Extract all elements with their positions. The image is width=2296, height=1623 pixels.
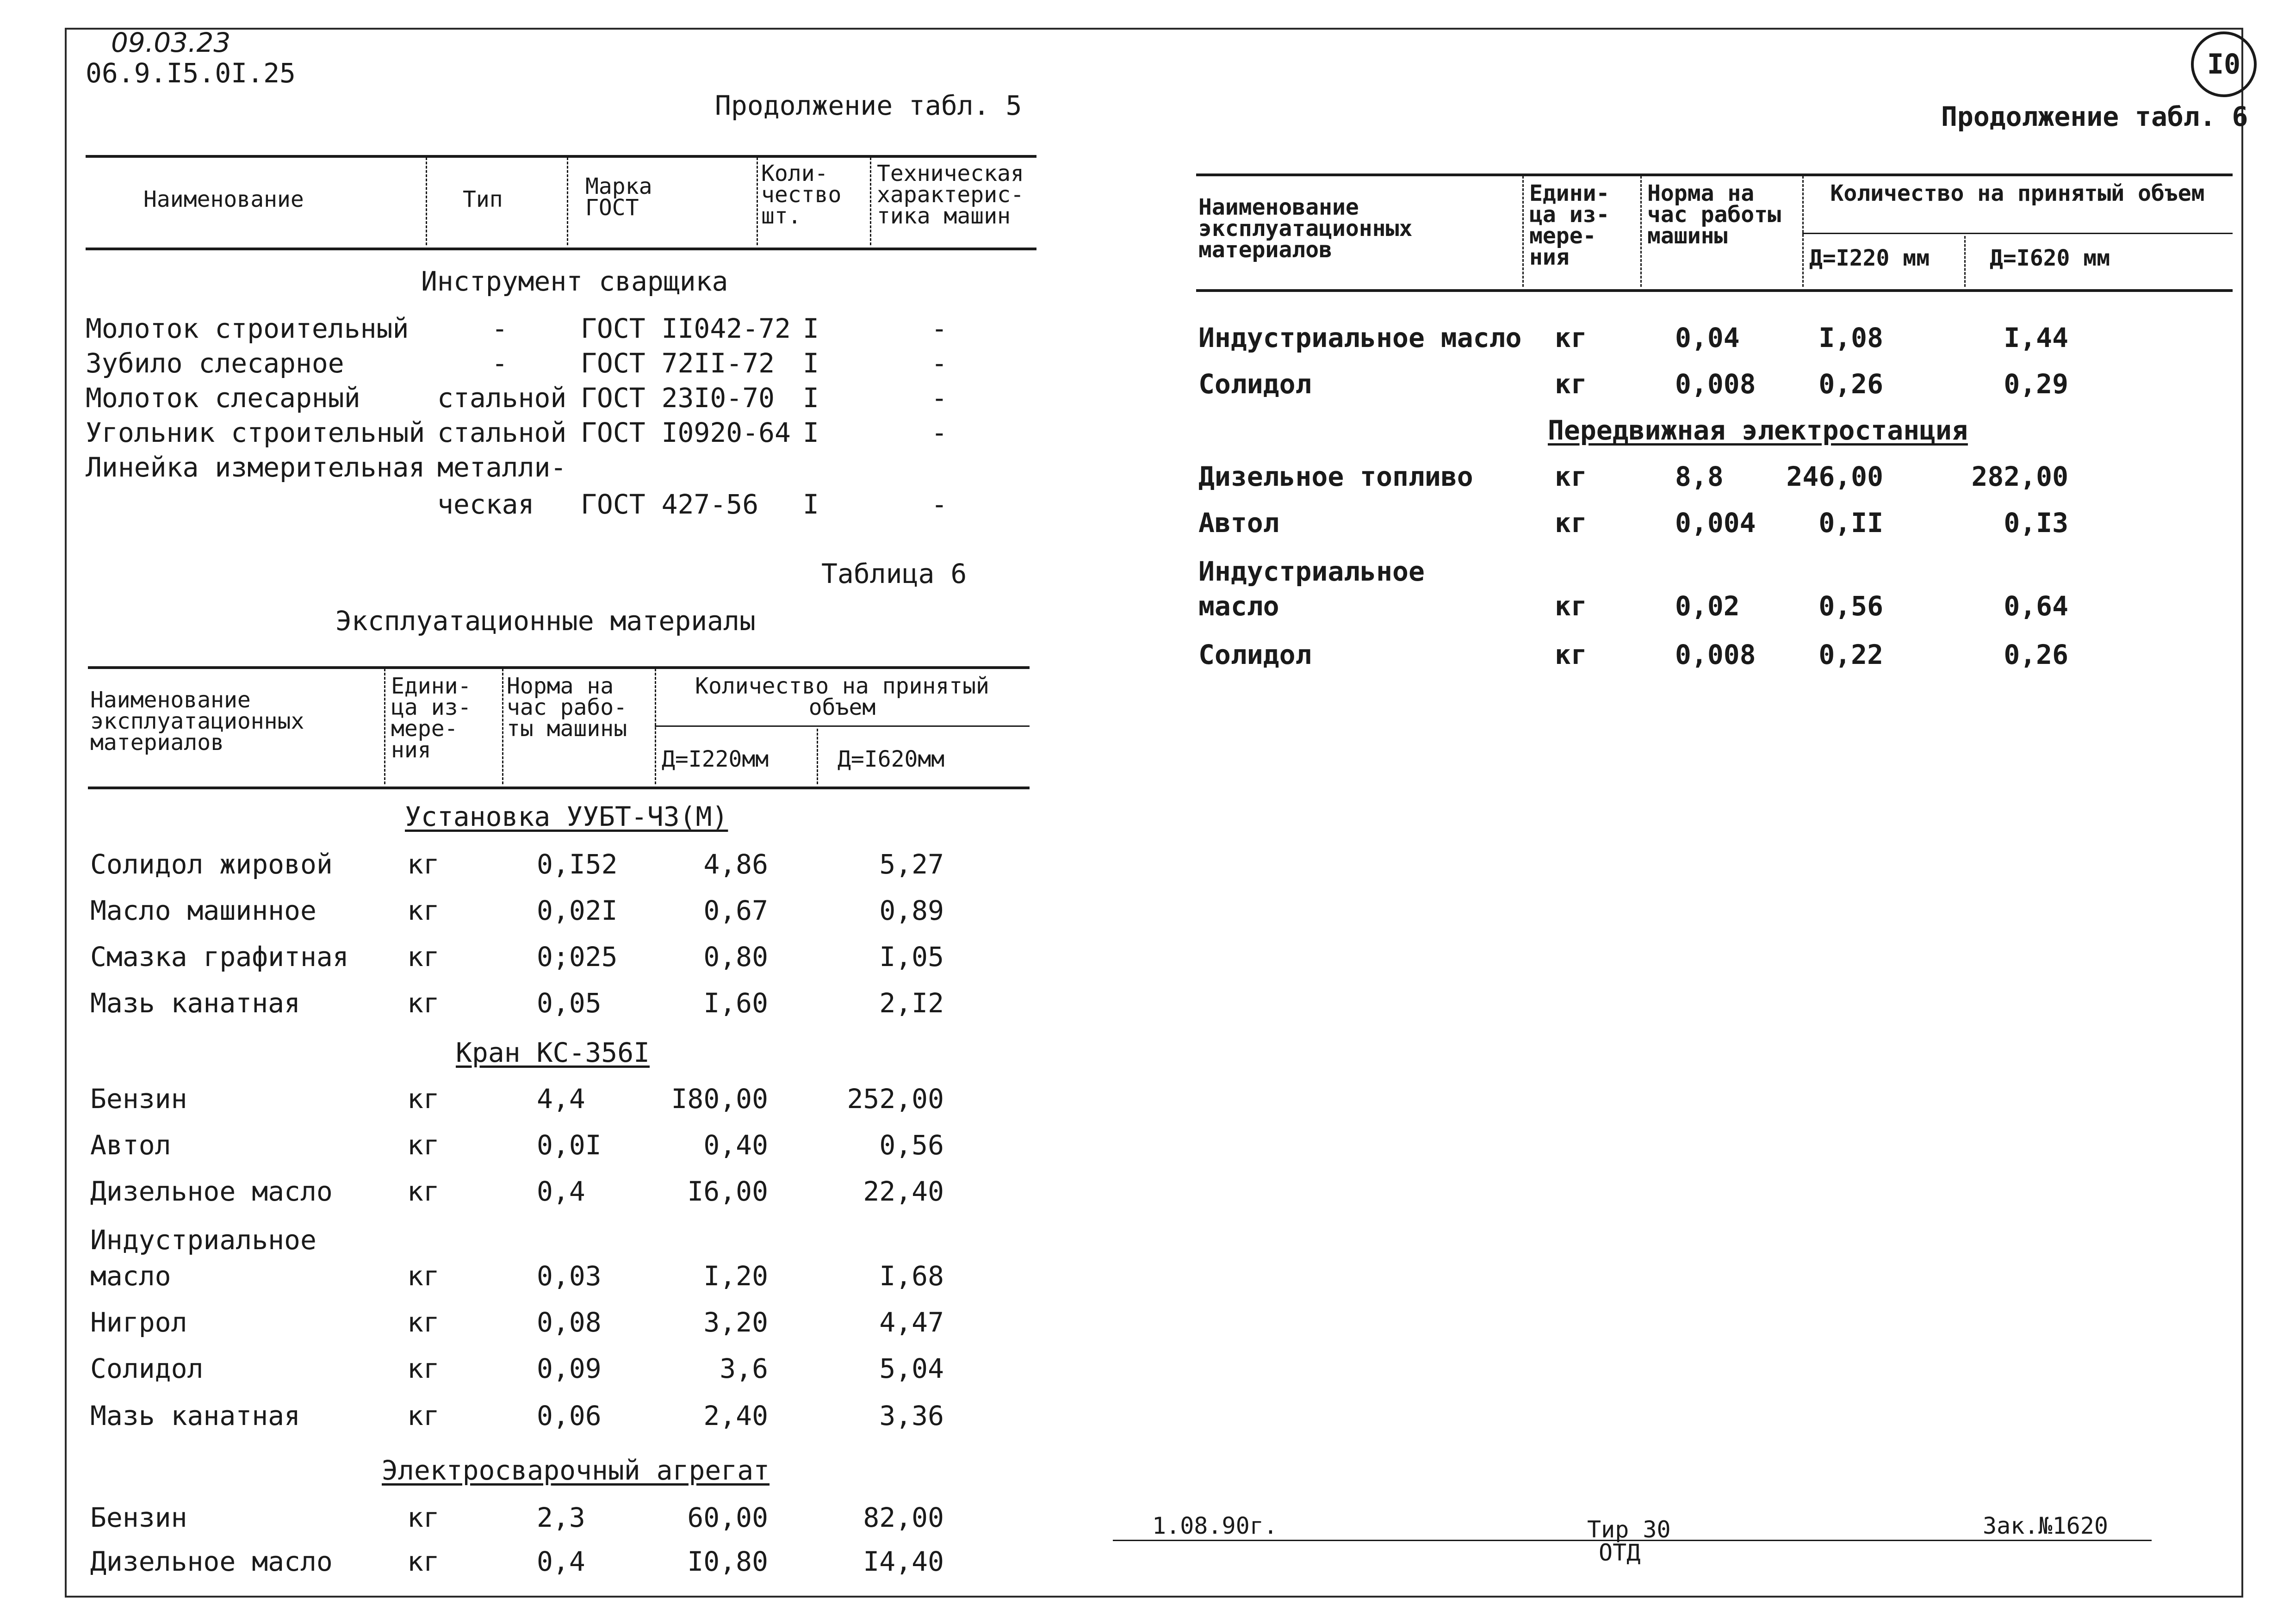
- t6L-row-unit: кг: [407, 1129, 440, 1161]
- t6R-row-norm: 0,04: [1675, 322, 1740, 353]
- t5-header-name: Наименование: [143, 186, 304, 212]
- t5-row-name: Линейка измерительная: [86, 452, 425, 483]
- t6L-col-divider: [817, 729, 818, 784]
- t6L-row-d1: 60,00: [687, 1502, 768, 1533]
- t6L-row-unit: кг: [407, 1502, 440, 1533]
- t5-row-qty: I: [803, 382, 819, 414]
- t6L-row-name: Смазка графитная: [90, 941, 349, 973]
- t6R-row-d2: 0,I3: [2004, 507, 2068, 539]
- t5-row-name: Зубило слесарное: [86, 347, 344, 379]
- t6L-row-unit: кг: [407, 1353, 440, 1384]
- t6L-row-d2: 22,40: [863, 1176, 944, 1207]
- t6L-header-name: Наименование эксплуатационных материалов: [90, 687, 304, 756]
- right-continuation-label: Продолжение табл. 6: [1941, 101, 2248, 132]
- t6L-row-d1: 3,20: [703, 1307, 768, 1338]
- t6R-row-unit: кг: [1555, 639, 1587, 670]
- t6L-header-d2: Д=I620мм: [838, 746, 945, 772]
- t6L-row-name: Нигрол: [90, 1307, 187, 1338]
- t6R-row-name: Солидол: [1198, 639, 1312, 670]
- t5-row-tech: -: [931, 382, 948, 414]
- t6L-row-norm: 0,08: [537, 1307, 602, 1338]
- t5-row-gost: ГОСТ 72II-72: [581, 347, 775, 379]
- t6L-row-norm: 0;025: [537, 941, 618, 973]
- t6L-section-title: Кран КС-356I: [456, 1037, 650, 1068]
- t6L-header-norm: Норма на час рабо-ты машины: [507, 673, 627, 742]
- t5-header-type: Тип: [463, 186, 503, 212]
- t5-row-gost: ГОСТ 23I0-70: [581, 382, 775, 414]
- t6R-row-d2: 0,64: [2004, 590, 2068, 622]
- t6L-row-norm: 0,09: [537, 1353, 602, 1384]
- t6R-row-norm: 0,008: [1675, 639, 1756, 670]
- t6R-row-unit: кг: [1555, 507, 1587, 539]
- t6R-row-name: Дизельное топливо: [1198, 461, 1473, 492]
- t6L-row-d2: 0,89: [879, 895, 944, 926]
- t6L-row-name: Бензин: [90, 1502, 187, 1533]
- t5-row-qty: I: [803, 347, 819, 379]
- t6R-row-d2: 0,26: [2004, 639, 2068, 670]
- t6R-row-name: Индустриальное: [1198, 556, 1425, 587]
- t5-row-type: стальной: [437, 417, 567, 448]
- t5-row-name: Молоток слесарный: [86, 382, 360, 414]
- t6R-row-norm: 0,02: [1675, 590, 1740, 622]
- t6L-row-unit: кг: [407, 1400, 440, 1431]
- t6R-row-name: Солидол: [1198, 368, 1312, 400]
- t6L-row-unit: кг: [407, 1546, 440, 1577]
- t6R-top-rule: [1196, 173, 2233, 176]
- t5-row-tech: -: [931, 347, 948, 379]
- t6L-row-norm: 0,02I: [537, 895, 618, 926]
- t6L-row-d2: 5,27: [879, 849, 944, 880]
- t5-col-divider: [567, 157, 568, 245]
- t5-section-title: Инструмент сварщика: [421, 266, 728, 297]
- t6R-row-unit: кг: [1555, 368, 1587, 400]
- t6L-row-norm: 4,4: [537, 1083, 585, 1115]
- t6L-row-d2: I4,40: [863, 1546, 944, 1577]
- t6R-row-d1: 0,II: [1818, 507, 1883, 539]
- t5-row-type: -: [491, 313, 508, 344]
- t6L-row-d1: 3,6: [720, 1353, 768, 1384]
- t5-col-divider: [426, 157, 427, 245]
- t6L-head-rule: [88, 787, 1030, 789]
- t6R-row-name: масло: [1198, 590, 1279, 622]
- t6L-row-d1: 2,40: [703, 1400, 768, 1431]
- t6L-row-unit: кг: [407, 987, 440, 1019]
- t6R-col-divider: [1964, 236, 1966, 287]
- t6L-top-rule: [88, 666, 1030, 669]
- t6R-row-d2: I,44: [2004, 322, 2068, 353]
- t5-header-tech: Техническая характерис-тика машин: [877, 161, 1024, 229]
- t5-row-name: Угольник строительный: [86, 417, 425, 448]
- t6L-row-d1: 0,80: [703, 941, 768, 973]
- t6L-row-d2: 0,56: [879, 1129, 944, 1161]
- t6R-col-divider: [1802, 176, 1804, 287]
- t6L-row-unit: кг: [407, 895, 440, 926]
- t6L-col-divider: [384, 669, 385, 784]
- t6L-row-d1: I6,00: [687, 1176, 768, 1207]
- t6R-header-qty: Количество на принятый объем: [1830, 180, 2205, 206]
- t6L-col-divider: [655, 669, 656, 784]
- t6R-section-title: Передвижная электростанция: [1548, 415, 1968, 446]
- footer-order: Зак.№1620: [1983, 1512, 2108, 1539]
- t6L-row-name: Солидол: [90, 1353, 204, 1384]
- t5-row-type: стальной: [437, 382, 567, 414]
- t5-col-divider: [870, 157, 871, 245]
- t6L-row-d2: 5,04: [879, 1353, 944, 1384]
- t6L-row-name: Мазь канатная: [90, 1400, 300, 1431]
- t5-row-gost: ГОСТ I0920-64: [581, 417, 791, 448]
- t6L-row-unit: кг: [407, 849, 440, 880]
- t6L-row-norm: 0,05: [537, 987, 602, 1019]
- t6R-header-unit: Едини-ца из-мере-ния: [1529, 180, 1610, 270]
- t5-row-qty: I: [803, 313, 819, 344]
- t6R-row-d1: 0,22: [1818, 639, 1883, 670]
- t5-row-gost: ГОСТ 427-56: [581, 489, 759, 520]
- t6R-header-d1: Д=I220 мм: [1809, 245, 1930, 271]
- footer-dept: ОТД: [1599, 1539, 1641, 1566]
- t6L-row-name: Бензин: [90, 1083, 187, 1115]
- t5-row-name: Молоток строительный: [86, 313, 409, 344]
- t5-row-tech: -: [931, 489, 948, 520]
- t6L-row-norm: 0,4: [537, 1546, 585, 1577]
- t6L-row-d2: 82,00: [863, 1502, 944, 1533]
- t6L-row-name: Индустриальное: [90, 1224, 316, 1256]
- t6L-row-unit: кг: [407, 1307, 440, 1338]
- t6L-row-d1: 0,40: [703, 1129, 768, 1161]
- t5-row-type: металли-: [437, 452, 567, 483]
- left-continuation-label: Продолжение табл. 5: [715, 90, 1022, 121]
- t5-top-rule: [86, 155, 1036, 158]
- t5-row-type: -: [491, 347, 508, 379]
- t6L-qty-rule: [655, 725, 1030, 727]
- t6R-row-d1: I,08: [1818, 322, 1883, 353]
- doc-code: 06.9.I5.0I.25: [86, 57, 296, 89]
- t6L-row-name: Дизельное масло: [90, 1176, 333, 1207]
- t6L-row-d1: 4,86: [703, 849, 768, 880]
- t6R-row-d2: 282,00: [1971, 461, 2068, 492]
- t6L-row-name: Дизельное масло: [90, 1546, 333, 1577]
- t6L-row-unit: кг: [407, 1260, 440, 1292]
- t5-head-rule: [86, 248, 1036, 250]
- t6L-section-title: Электросварочный агрегат: [382, 1455, 770, 1486]
- page-number: I0: [2191, 31, 2257, 97]
- t6L-header-unit: Едини-ца из-мере-ния: [391, 673, 472, 763]
- t5-col-divider: [757, 157, 758, 245]
- t6L-row-d1: I80,00: [671, 1083, 768, 1115]
- t6R-row-norm: 8,8: [1675, 461, 1724, 492]
- t6L-row-name: Масло машинное: [90, 895, 316, 926]
- t6L-row-unit: кг: [407, 1083, 440, 1115]
- t6R-row-unit: кг: [1555, 590, 1587, 622]
- t6R-row-unit: кг: [1555, 461, 1587, 492]
- t5-row-type: ческая: [437, 489, 534, 520]
- t6L-section-title: Установка УУБТ-ЧЗ(М): [405, 801, 728, 832]
- t6L-row-norm: 0,I52: [537, 849, 618, 880]
- t6L-row-d2: I,68: [879, 1260, 944, 1292]
- t6R-row-d1: 246,00: [1786, 461, 1883, 492]
- t5-header-gost: Марка ГОСТ: [585, 173, 652, 221]
- t6R-row-d2: 0,29: [2004, 368, 2068, 400]
- t6L-row-norm: 0,0I: [537, 1129, 602, 1161]
- t6L-row-d1: 0,67: [703, 895, 768, 926]
- t6L-row-name: масло: [90, 1260, 171, 1292]
- t6R-row-norm: 0,004: [1675, 507, 1756, 539]
- t6L-row-name: Солидол жировой: [90, 849, 333, 880]
- t6R-col-divider: [1522, 176, 1524, 287]
- t6L-row-d2: 3,36: [879, 1400, 944, 1431]
- t6L-row-unit: кг: [407, 941, 440, 973]
- t5-row-gost: ГОСТ II042-72: [581, 313, 791, 344]
- t6L-row-norm: 0,06: [537, 1400, 602, 1431]
- t6L-row-norm: 0,03: [537, 1260, 602, 1292]
- t6R-row-name: Автол: [1198, 507, 1279, 539]
- t6R-row-norm: 0,008: [1675, 368, 1756, 400]
- t6L-row-norm: 2,3: [537, 1502, 585, 1533]
- t6L-row-d1: I0,80: [687, 1546, 768, 1577]
- t6L-header-d1: Д=I220мм: [662, 746, 769, 772]
- t6R-row-d1: 0,56: [1818, 590, 1883, 622]
- t6L-row-d2: 2,I2: [879, 987, 944, 1019]
- t6L-row-d2: 4,47: [879, 1307, 944, 1338]
- t5-row-qty: I: [803, 489, 819, 520]
- t6R-qty-rule: [1802, 233, 2233, 234]
- t5-row-tech: -: [931, 417, 948, 448]
- t6L-row-d2: 252,00: [847, 1083, 944, 1115]
- t6R-col-divider: [1640, 176, 1642, 287]
- t6-title: Эксплуатационные материалы: [335, 605, 756, 637]
- t6L-row-norm: 0,4: [537, 1176, 585, 1207]
- t5-row-tech: -: [931, 313, 948, 344]
- t6L-row-d1: I,20: [703, 1260, 768, 1292]
- t6R-row-unit: кг: [1555, 322, 1587, 353]
- t6R-head-rule: [1196, 289, 2233, 292]
- handwritten-date: 09.03.23: [111, 27, 231, 58]
- t5-header-qty: Коли-чество шт.: [761, 161, 842, 229]
- t6L-row-d1: I,60: [703, 987, 768, 1019]
- t6L-col-divider: [502, 669, 503, 784]
- t6R-header-norm: Норма на час работы машины: [1647, 180, 1781, 249]
- t6L-row-name: Автол: [90, 1129, 171, 1161]
- t6L-row-name: Мазь канатная: [90, 987, 300, 1019]
- t6R-header-d2: Д=I620 мм: [1990, 245, 2110, 271]
- t6L-row-d2: I,05: [879, 941, 944, 973]
- t6L-header-qty: Количество на принятый объем: [695, 673, 989, 720]
- t6R-row-name: Индустриальное масло: [1198, 322, 1522, 353]
- t5-row-qty: I: [803, 417, 819, 448]
- t6L-row-unit: кг: [407, 1176, 440, 1207]
- footer-print-run: Тир 30: [1587, 1516, 1671, 1543]
- t6R-header-name: Наименование эксплуатационных материалов: [1198, 194, 1413, 263]
- t6R-row-d1: 0,26: [1818, 368, 1883, 400]
- t6-label: Таблица 6: [821, 558, 967, 589]
- footer-date: 1.08.90г.: [1152, 1512, 1278, 1539]
